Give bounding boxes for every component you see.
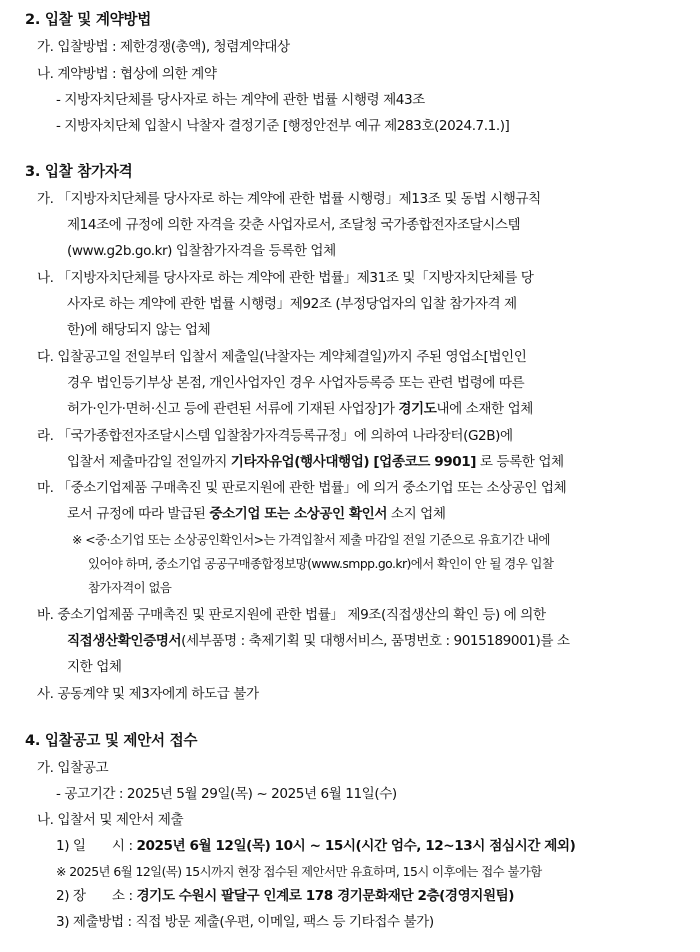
- contract-law-ref-2: - 지방자치단체 입찰시 낙찰자 결정기준 [행정안전부 예규 제283호(2024.7.1.)]: [56, 118, 510, 134]
- submission-heading: 나. 입찰서 및 제안서 제출: [37, 812, 184, 828]
- section-3-title: 3. 입찰 참가자격: [25, 163, 133, 180]
- submission-method: 3) 제출방법 : 직접 방문 제출(우편, 이메일, 팩스 등 기타접수 불가): [56, 914, 434, 930]
- qualification-ba-line-2: [0, 631, 700, 651]
- sme-certificate: 중소기업 또는 소상공인 확인서: [209, 506, 388, 522]
- ba-line-2-tail: (세부품명 : 축제기획 및 대행서비스, 품명번호 : 9015189001)를 소: [181, 633, 570, 649]
- datetime-label: 1) 일 시 :: [56, 838, 137, 854]
- place-label: 2) 장 소 :: [56, 888, 137, 904]
- qualification-da-line-1: 다. 입찰공고일 전일부터 입찰서 제출일(낙찰자는 계약체결일)까지 주된 영업소[법인인: [37, 349, 527, 365]
- qualification-ba-line-1: 바. 중소기업제품 구매촉진 및 판로지원에 관한 법률」 제9조(직접생산의 확인 등) 에 의한: [37, 607, 546, 623]
- notice-period: - 공고기간 : 2025년 5월 29일(목) ~ 2025년 6월 11일(수): [56, 786, 397, 802]
- qualification-ba-line-3: 지한 업체: [67, 659, 122, 675]
- qualification-sa: 사. 공동계약 및 제3자에게 하도급 불가: [37, 686, 259, 702]
- qualification-ra-line-1: 라. 「국가종합전자조달시스템 입찰참가자격등록규정」에 의하여 나라장터(G2B)에: [37, 428, 513, 444]
- da-line-3-text: 허가·인가·면허·신고 등에 관련된 서류에 기재된 사업장]가: [67, 401, 399, 417]
- qualification-ma-line-1: 마. 「중소기업제품 구매촉진 및 판로지원에 관한 법률」에 의거 중소기업 또는 소상공인 업체: [37, 480, 567, 496]
- ma-line-2-text: 로서 규정에 따라 발급된: [67, 506, 210, 522]
- submission-datetime: [0, 836, 700, 856]
- notice-heading: 가. 입찰공고: [37, 760, 109, 776]
- industry-code: 기타자유업(행사대행업) [업종코드 9901]: [230, 454, 476, 470]
- qualification-da-line-2: 경우 법인등기부상 본점, 개인사업자인 경우 사업자등록증 또는 관련 법령에 따른: [67, 375, 525, 391]
- qualification-ga-line-3: (www.g2b.go.kr) 입찰참가자격을 등록한 업체: [67, 243, 336, 259]
- qualification-da-line-3: [0, 399, 700, 419]
- ma-note-line-3: 참가자격이 없음: [88, 580, 172, 595]
- ma-note-line-2: 있어야 하며, 중소기업 공공구매종합정보망(www.smpp.go.kr)에서 확인이 안 될 경우 입찰: [88, 556, 554, 571]
- contract-method: 나. 계약방법 : 협상에 의한 계약: [37, 66, 217, 82]
- ra-line-2-text: 입찰서 제출마감일 전일까지: [67, 454, 231, 470]
- submission-note: ※ 2025년 6월 12일(목) 15시까지 현장 접수된 제안서만 유효하며, 15시 이후에는 접수 불가함: [56, 864, 542, 879]
- direct-production-cert: 직접생산확인증명서: [67, 633, 182, 649]
- region-gyeonggi: 경기도: [398, 401, 437, 417]
- da-line-3-tail: 내에 소재한 업체: [436, 401, 533, 417]
- ma-note-line-1: ※ <중·소기업 또는 소상공인확인서>는 가격입찰서 제출 마감일 전일 기준으로 유효기간 내에: [72, 532, 550, 547]
- bid-method: 가. 입찰방법 : 제한경쟁(총액), 청렴계약대상: [37, 39, 290, 55]
- qualification-ra-line-2: [0, 452, 700, 472]
- qualification-ga-line-2: 제14조에 규정에 의한 자격을 갖춘 사업자로서, 조달청 국가종합전자조달시스템: [67, 217, 521, 233]
- qualification-ga-line-1: 가. 「지방자치단체를 당사자로 하는 계약에 관한 법률 시행령」제13조 및 동법 시행규칙: [37, 191, 541, 207]
- submission-place: [0, 886, 700, 906]
- section-2-title: 2. 입찰 및 계약방법: [25, 11, 152, 28]
- qualification-ma-line-2: [0, 504, 700, 524]
- ra-line-2-tail: 로 등록한 업체: [476, 454, 564, 470]
- qualification-na-line-1: 나. 「지방자치단체를 당사자로 하는 계약에 관한 법률」제31조 및「지방자치단체를 당: [37, 270, 534, 286]
- contract-law-ref-1: - 지방자치단체를 당사자로 하는 계약에 관한 법률 시행령 제43조: [56, 92, 425, 108]
- qualification-na-line-2: 사자로 하는 계약에 관한 법률 시행령」제92조 (부정당업자의 입찰 참가자격 제: [67, 296, 517, 312]
- datetime-value: 2025년 6월 12일(목) 10시 ~ 15시(시간 엄수, 12~13시 점심시간 제외): [136, 838, 576, 854]
- section-4-title: 4. 입찰공고 및 제안서 접수: [25, 732, 198, 749]
- ma-line-2-tail: 소지 업체: [387, 506, 446, 522]
- place-value: 경기도 수원시 팔달구 인계로 178 경기문화재단 2층(경영지원팀): [136, 888, 515, 904]
- qualification-na-line-3: 한)에 해당되지 않는 업체: [67, 322, 211, 338]
